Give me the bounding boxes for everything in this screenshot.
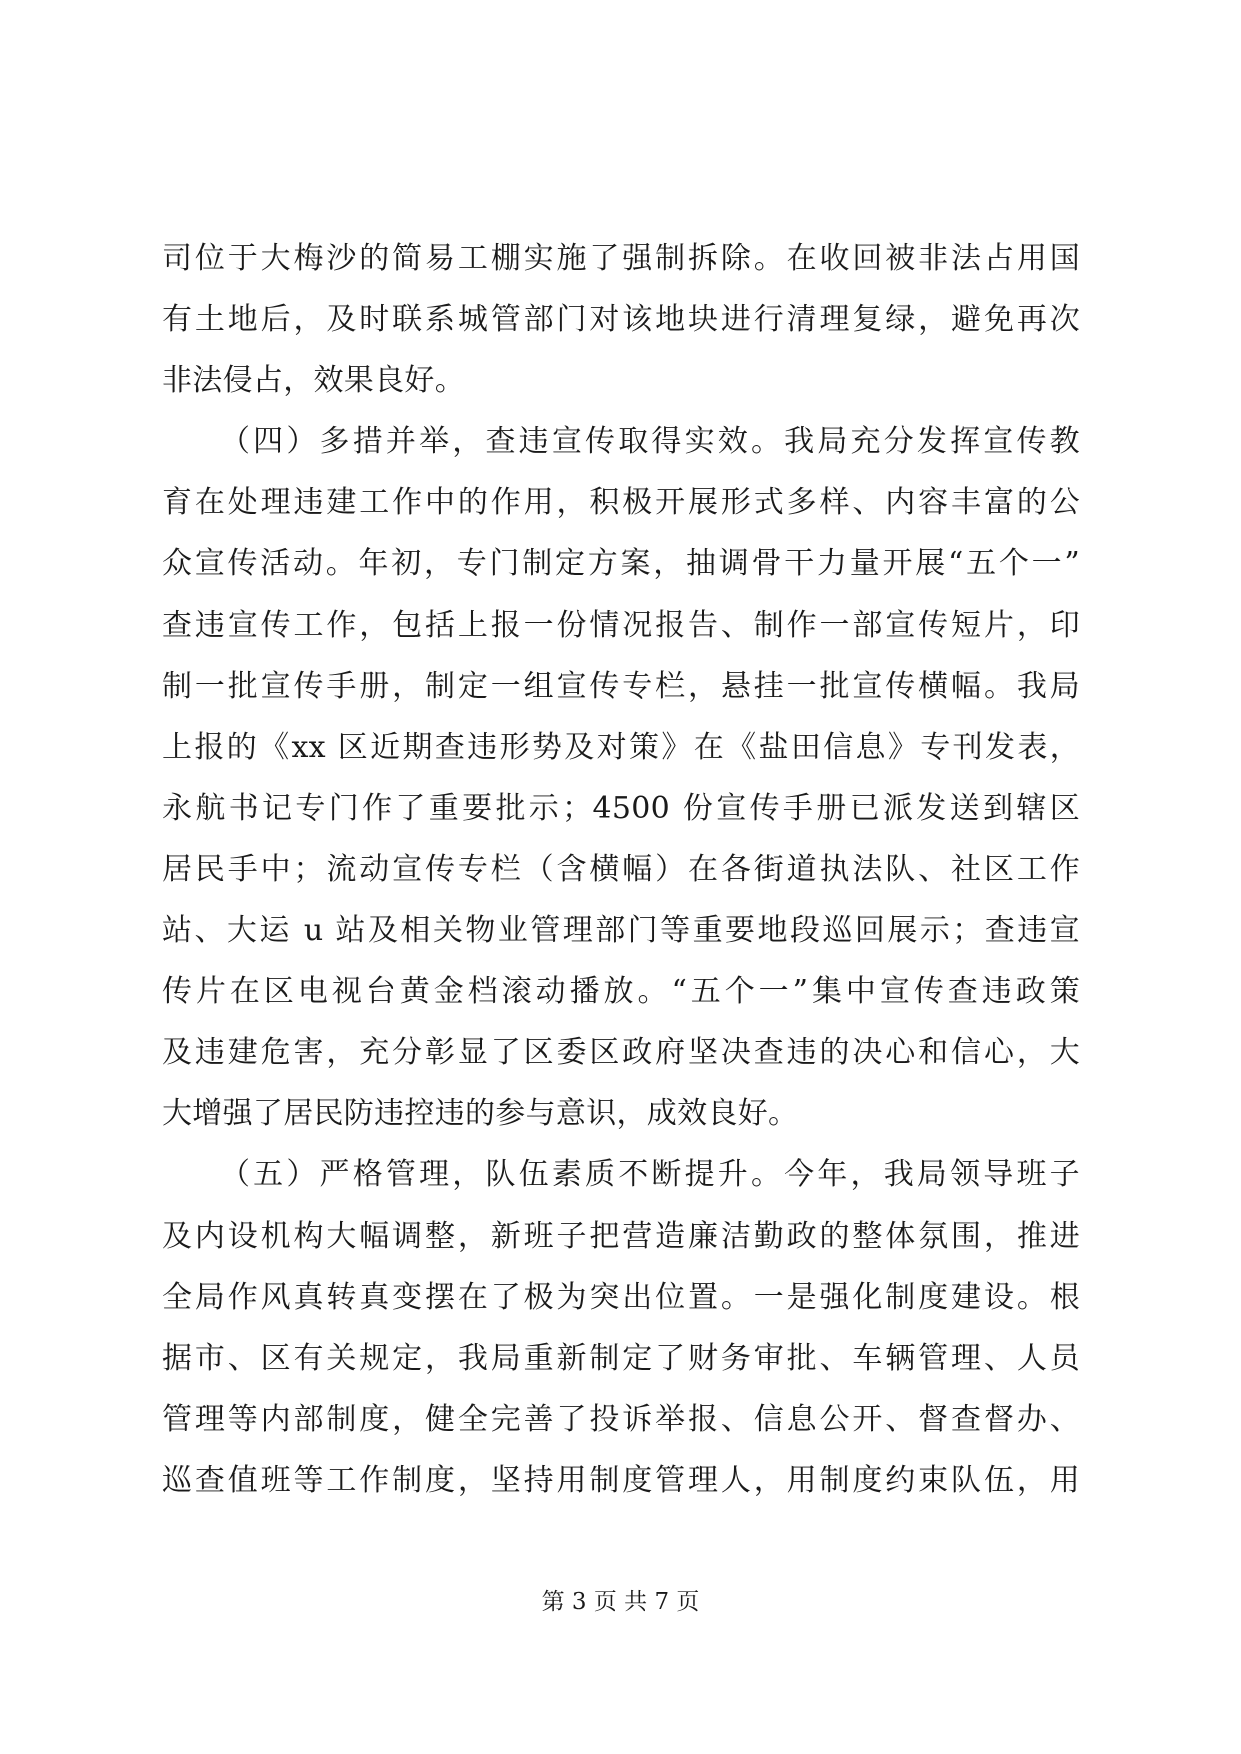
text-line: 永航书记专门作了重要批示；4500 份宣传手册已派发送到辖区 <box>162 790 1080 826</box>
text-line: 居民手中；流动宣传专栏（含横幅）在各街道执法队、社区工作 <box>162 851 1080 887</box>
text-line: 育在处理违建工作中的作用，积极开展形式多样、内容丰富的公 <box>162 485 1080 521</box>
text-line: 非法侵占，效果良好。 <box>162 363 465 399</box>
text-line: 及内设机构大幅调整，新班子把营造廉洁勤政的整体氛围，推进 <box>162 1218 1080 1254</box>
text-line: 全局作风真转真变摆在了极为突出位置。一是强化制度建设。根 <box>162 1279 1080 1315</box>
paragraph-start-line: （五）严格管理，队伍素质不断提升。今年，我局领导班子 <box>220 1157 1080 1193</box>
text-line: 据市、区有关规定，我局重新制定了财务审批、车辆管理、人员 <box>162 1340 1080 1376</box>
text-line: 司位于大梅沙的简易工棚实施了强制拆除。在收回被非法占用国 <box>162 241 1080 276</box>
text-line: 有土地后，及时联系城管部门对该地块进行清理复绿，避免再次 <box>162 302 1080 338</box>
text-line: 查违宣传工作，包括上报一份情况报告、制作一部宣传短片，印 <box>162 607 1080 643</box>
text-line: 大增强了居民防违控违的参与意识，成效良好。 <box>162 1096 799 1132</box>
text-line: 传片在区电视台黄金档滚动播放。“五个一”集中宣传查违政策 <box>162 974 1080 1010</box>
text-line: 站、大运 u 站及相关物业管理部门等重要地段巡回展示；查违宣 <box>162 913 1080 949</box>
text-line: 管理等内部制度，健全完善了投诉举报、信息公开、督查督办、 <box>162 1401 1080 1437</box>
text-line: 上报的《xx 区近期查违形势及对策》在《盐田信息》专刊发表， <box>162 729 1080 765</box>
body-text <box>162 228 1080 1511</box>
page-footer <box>0 1583 1241 1616</box>
text-line: 及违建危害，充分彰显了区委区政府坚决查违的决心和信心，大 <box>162 1035 1080 1071</box>
page-number-label: 第 3 页 共 7 页 <box>541 1589 700 1615</box>
text-line: 制一批宣传手册，制定一组宣传专栏，悬挂一批宣传横幅。我局 <box>162 668 1080 704</box>
text-line: 巡查值班等工作制度，坚持用制度管理人，用制度约束队伍，用 <box>162 1462 1080 1498</box>
text-line: 众宣传活动。年初，专门制定方案，抽调骨干力量开展“五个一” <box>162 546 1080 582</box>
paragraph-start-line: （四）多措并举，查违宣传取得实效。我局充分发挥宣传教 <box>220 424 1080 460</box>
